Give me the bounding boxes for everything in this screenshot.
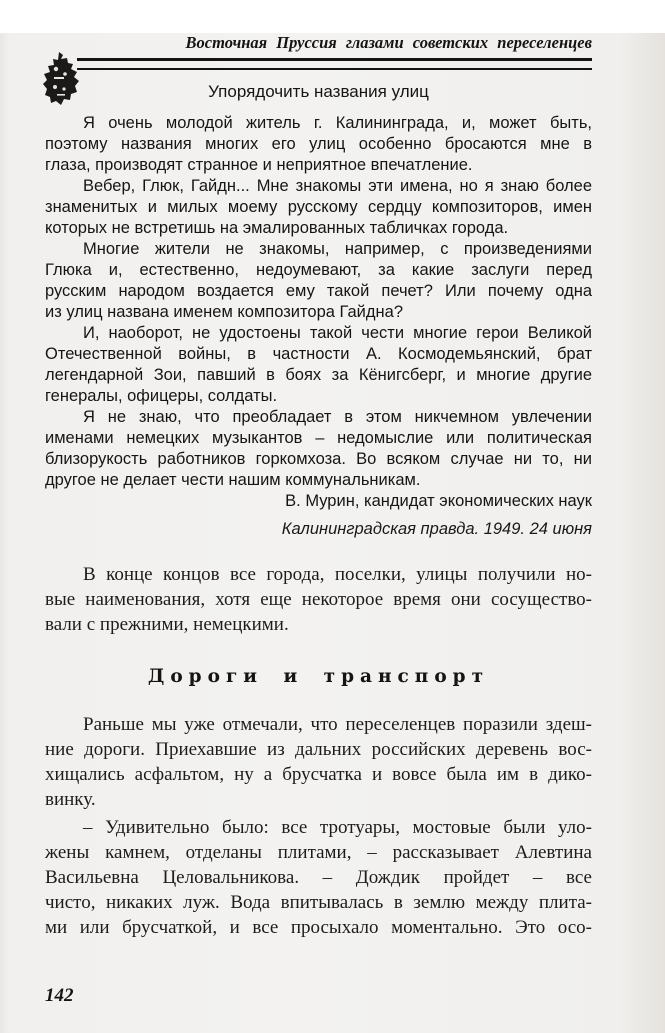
header-double-rule: [77, 58, 592, 70]
commentary-paragraph: – Удивительно было: все тротуары, мостовые были уло- жены камнем, отделаны плитами, – рассказывает Алевтина Васильевна Целовальникова. – Дождик пройдет – все чисто, никаких луж. Вода впитывалась в землю между плита- ми или брусчаткой, и все просыхало моментально. Это осо-: [45, 817, 592, 938]
article-paragraph: Вебер, Глюк, Гайдн... Мне знакомы эти имена, но я знаю более знаменитых и милых моему русскому сердцу композиторов, имен которых не встретишь на эмалированных табличках города.: [45, 177, 592, 237]
book-page: [0, 33, 665, 1033]
running-head-title: Восточная Пруссия глазами советских переселенцев: [185, 33, 592, 52]
section-heading: Дороги и транспорт: [147, 666, 490, 687]
commentary-after: [45, 712, 592, 940]
article-paragraph: Многие жители не знакомы, например, с произведениями Глюка и, естественно, недоумевают, за какие заслуги перед русским народом воздается ему такой печет? Или почему одна из улиц названа именем композитора Гайдна?: [45, 240, 592, 321]
article-paragraph: Я очень молодой житель г. Калининграда, и, может быть, поэтому названия многих его улиц особенно бросаются мне в глаза, производят странное и неприятное впечатление.: [45, 114, 592, 174]
commentary-intro: [45, 562, 592, 637]
page-number: 142: [45, 985, 74, 1006]
article-paragraph: И, наоборот, не удостоены такой чести многие герои Великой Отечественной войны, в частности А. Космодемьянский, брат легендарной Зои, павший в боях за Кёнигсберг, и многие другие генералы, офицеры, солдаты.: [45, 324, 592, 405]
commentary-paragraph: Раньше мы уже отмечали, что переселенцев поразили здеш- ние дороги. Приехавшие из дальних российских деревень вос- хищались асфальтом, ну а брусчатка и вовсе была им в дико- винку.: [45, 714, 592, 810]
article-heading: Упорядочить названия улиц: [208, 82, 429, 101]
article-paragraph: Я не знаю, что преобладает в этом никчемном увлечении именами немецких музыкантов – недомыслие или политическая близорукость работников горкомхоза. Во всяком случае ни то, ни другое не делает чести нашим коммунальникам.: [45, 408, 592, 489]
coat-of-arms-icon: [42, 51, 80, 107]
signature-line: В. Мурин, кандидат экономических наук: [285, 492, 592, 510]
source-citation: Калининградская правда. 1949. 24 июня: [281, 520, 592, 538]
quoted-article: [45, 113, 592, 491]
commentary-paragraph: В конце концов все города, поселки, улицы получили но- вые наименования, хотя еще некоторое время они сосущество- вали с прежними, немецкими.: [45, 564, 592, 635]
